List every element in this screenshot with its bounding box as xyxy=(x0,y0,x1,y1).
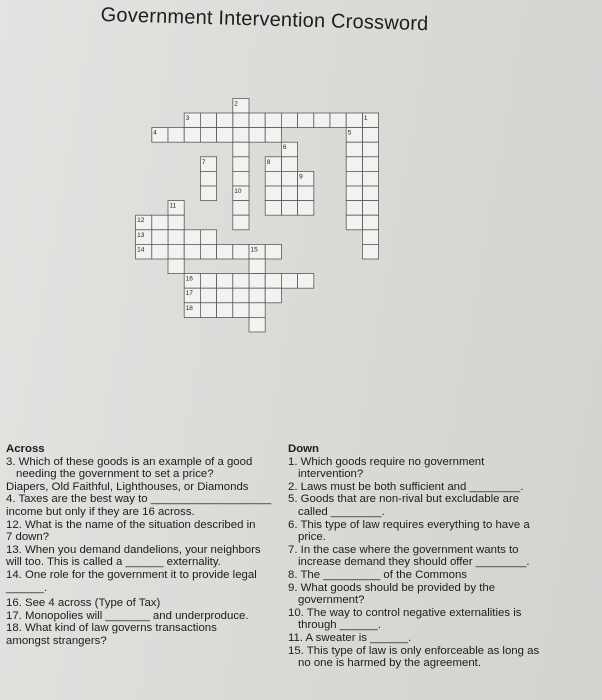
down-clue-line: no one is harmed by the agreement. xyxy=(298,657,481,670)
answer-square[interactable] xyxy=(265,113,281,128)
clue-number: 17 xyxy=(185,290,193,298)
clue-number: 6 xyxy=(282,144,287,152)
answer-square[interactable] xyxy=(298,201,314,216)
answer-square[interactable] xyxy=(168,244,184,259)
answer-square[interactable] xyxy=(281,157,297,172)
answer-square[interactable] xyxy=(265,244,281,259)
clue-number: 9 xyxy=(299,173,303,181)
answer-square[interactable] xyxy=(200,171,216,186)
across-clue-line: 13. When you demand dandelions, your neighbors xyxy=(6,543,261,556)
answer-square[interactable] xyxy=(168,215,184,230)
down-clue-line: 15. This type of law is only enforceable as long as xyxy=(288,644,540,657)
answer-square[interactable] xyxy=(249,303,265,318)
answer-square[interactable] xyxy=(200,230,216,245)
down-clue-line: 11. A sweater is ______. xyxy=(288,631,412,644)
answer-square[interactable] xyxy=(233,288,249,303)
answer-square[interactable] xyxy=(200,274,216,289)
across-clue-line: 18. What kind of law governs transactions xyxy=(6,622,217,635)
across-clues xyxy=(6,443,288,648)
answer-square[interactable] xyxy=(200,288,216,303)
answer-square[interactable] xyxy=(362,201,378,216)
answer-square[interactable] xyxy=(362,215,378,230)
across-clue-line: 14. One role for the government it to provide legal xyxy=(6,568,257,581)
answer-square[interactable] xyxy=(265,201,281,216)
answer-square[interactable] xyxy=(298,274,314,289)
down-clue-line: 8. The _________ of the Commons xyxy=(288,568,467,581)
answer-square[interactable] xyxy=(217,303,233,318)
answer-square[interactable] xyxy=(281,274,297,289)
answer-square[interactable] xyxy=(346,171,362,186)
across-clue-line: 3. Which of these goods is an example of a good xyxy=(6,455,253,468)
answer-square[interactable] xyxy=(217,128,233,143)
answer-square[interactable] xyxy=(233,201,249,216)
answer-square[interactable] xyxy=(200,303,216,318)
clue-number: 14 xyxy=(137,246,145,254)
down-clue-line: called ________. xyxy=(298,505,385,518)
clue-number: 5 xyxy=(347,129,352,137)
answer-square[interactable] xyxy=(281,186,297,201)
answer-square[interactable] xyxy=(233,171,249,186)
answer-square[interactable] xyxy=(233,157,249,172)
answer-square[interactable] xyxy=(249,128,265,143)
clue-number: 8 xyxy=(266,158,271,166)
answer-square[interactable] xyxy=(265,186,281,201)
clue-number: 1 xyxy=(363,115,368,122)
clue-number: 13 xyxy=(137,231,145,239)
answer-square[interactable] xyxy=(233,113,249,128)
answer-square[interactable] xyxy=(200,113,216,128)
answer-square[interactable] xyxy=(168,259,184,274)
answer-square[interactable] xyxy=(249,113,265,128)
down-clue-line: 6. This type of law requires everything to have a xyxy=(288,518,530,531)
answer-square[interactable] xyxy=(233,215,249,230)
answer-square[interactable] xyxy=(362,244,378,259)
across-clue-line: ______. xyxy=(6,581,48,594)
down-clue-line: intervention? xyxy=(298,468,364,481)
down-clue-line: 7. In the case where the government wants to xyxy=(288,543,519,556)
answer-square[interactable] xyxy=(249,317,265,332)
answer-square[interactable] xyxy=(200,186,216,201)
answer-square[interactable] xyxy=(152,215,168,230)
answer-square[interactable] xyxy=(265,171,281,186)
clue-number: 4 xyxy=(153,129,157,137)
across-clue-line: 12. What is the name of the situation described in xyxy=(6,518,256,531)
clue-number: 2 xyxy=(234,100,238,108)
answer-square[interactable] xyxy=(233,303,249,318)
clue-number: 7 xyxy=(201,158,206,166)
answer-square[interactable] xyxy=(362,128,378,143)
down-clue-line: 10. The way to control negative externalities is xyxy=(288,606,522,619)
down-heading: Down xyxy=(288,443,320,455)
page-title: Government Intervention Crossword xyxy=(100,4,429,36)
across-clue-line: amongst strangers? xyxy=(6,634,107,647)
across-clue-line: will too. This is called a ______ externality. xyxy=(6,556,221,569)
answer-square[interactable] xyxy=(217,274,233,289)
answer-square[interactable] xyxy=(217,244,233,259)
down-clue-line: 2. Laws must be both sufficient and ________. xyxy=(288,480,524,493)
down-clue-line: 5. Goods that are non-rival but excludable are xyxy=(288,493,520,506)
answer-square[interactable] xyxy=(233,142,249,157)
across-clue-line: 7 down? xyxy=(6,531,50,544)
answer-square[interactable] xyxy=(362,142,378,157)
clue-number: 12 xyxy=(137,217,145,225)
answer-square[interactable] xyxy=(168,230,184,245)
clue-number: 11 xyxy=(169,202,177,210)
clue-number: 18 xyxy=(185,304,193,312)
down-clue-line: government? xyxy=(298,594,365,607)
answer-square[interactable] xyxy=(346,157,362,172)
clue-number: 16 xyxy=(185,275,193,283)
answer-square[interactable] xyxy=(281,113,297,128)
answer-square[interactable] xyxy=(346,215,362,230)
answer-square[interactable] xyxy=(249,274,265,289)
down-clues xyxy=(288,443,588,670)
answer-square[interactable] xyxy=(265,128,281,143)
down-clue-line: 9. What goods should be provided by the xyxy=(288,581,496,594)
down-clue-line: 1. Which goods require no government xyxy=(288,455,485,468)
answer-square[interactable] xyxy=(346,186,362,201)
answer-square[interactable] xyxy=(265,274,281,289)
answer-square[interactable] xyxy=(362,157,378,172)
answer-square[interactable] xyxy=(184,244,200,259)
across-clue-line: Diapers, Old Faithful, Lighthouses, or Diamonds xyxy=(6,480,249,493)
answer-square[interactable] xyxy=(184,230,200,245)
answer-square[interactable] xyxy=(233,244,249,259)
answer-square[interactable] xyxy=(217,113,233,128)
answer-square[interactable] xyxy=(298,186,314,201)
answer-square[interactable] xyxy=(281,201,297,216)
down-clue-line: through ______. xyxy=(298,619,381,632)
clue-number: 15 xyxy=(250,246,258,254)
answer-square[interactable] xyxy=(281,171,297,186)
down-clue-line: increase demand they should offer ________. xyxy=(298,556,530,569)
across-clue-line: income but only if they are 16 across. xyxy=(6,505,195,518)
across-heading: Across xyxy=(6,443,45,455)
answer-square[interactable] xyxy=(346,113,362,128)
answer-square[interactable] xyxy=(362,171,378,186)
clue-number: 10 xyxy=(234,188,242,195)
answer-square[interactable] xyxy=(152,230,168,245)
answer-square[interactable] xyxy=(168,128,184,143)
across-clue-line: 4. Taxes are the best way to ___________________ xyxy=(6,493,272,506)
answer-square[interactable] xyxy=(346,201,362,216)
answer-square[interactable] xyxy=(249,259,265,274)
answer-square[interactable] xyxy=(249,288,265,303)
answer-square[interactable] xyxy=(200,128,216,143)
answer-square[interactable] xyxy=(298,113,314,128)
across-clue-line: 16. See 4 across (Type of Tax) xyxy=(6,597,161,610)
clue-number: 3 xyxy=(185,115,190,122)
answer-square[interactable] xyxy=(233,128,249,143)
answer-square[interactable] xyxy=(265,288,281,303)
answer-square[interactable] xyxy=(362,230,378,245)
answer-square[interactable] xyxy=(217,288,233,303)
down-clue-line: price. xyxy=(298,531,326,544)
answer-square[interactable] xyxy=(362,186,378,201)
answer-square[interactable] xyxy=(184,128,200,143)
answer-square[interactable] xyxy=(346,142,362,157)
answer-square[interactable] xyxy=(152,244,168,259)
answer-square[interactable] xyxy=(314,113,330,128)
across-clue-line: needing the government to set a price? xyxy=(16,468,214,481)
across-clue-line: 17. Monopolies will _______ and underproduce. xyxy=(6,609,249,622)
answer-square[interactable] xyxy=(233,274,249,289)
answer-square[interactable] xyxy=(200,244,216,259)
answer-square[interactable] xyxy=(330,113,346,128)
